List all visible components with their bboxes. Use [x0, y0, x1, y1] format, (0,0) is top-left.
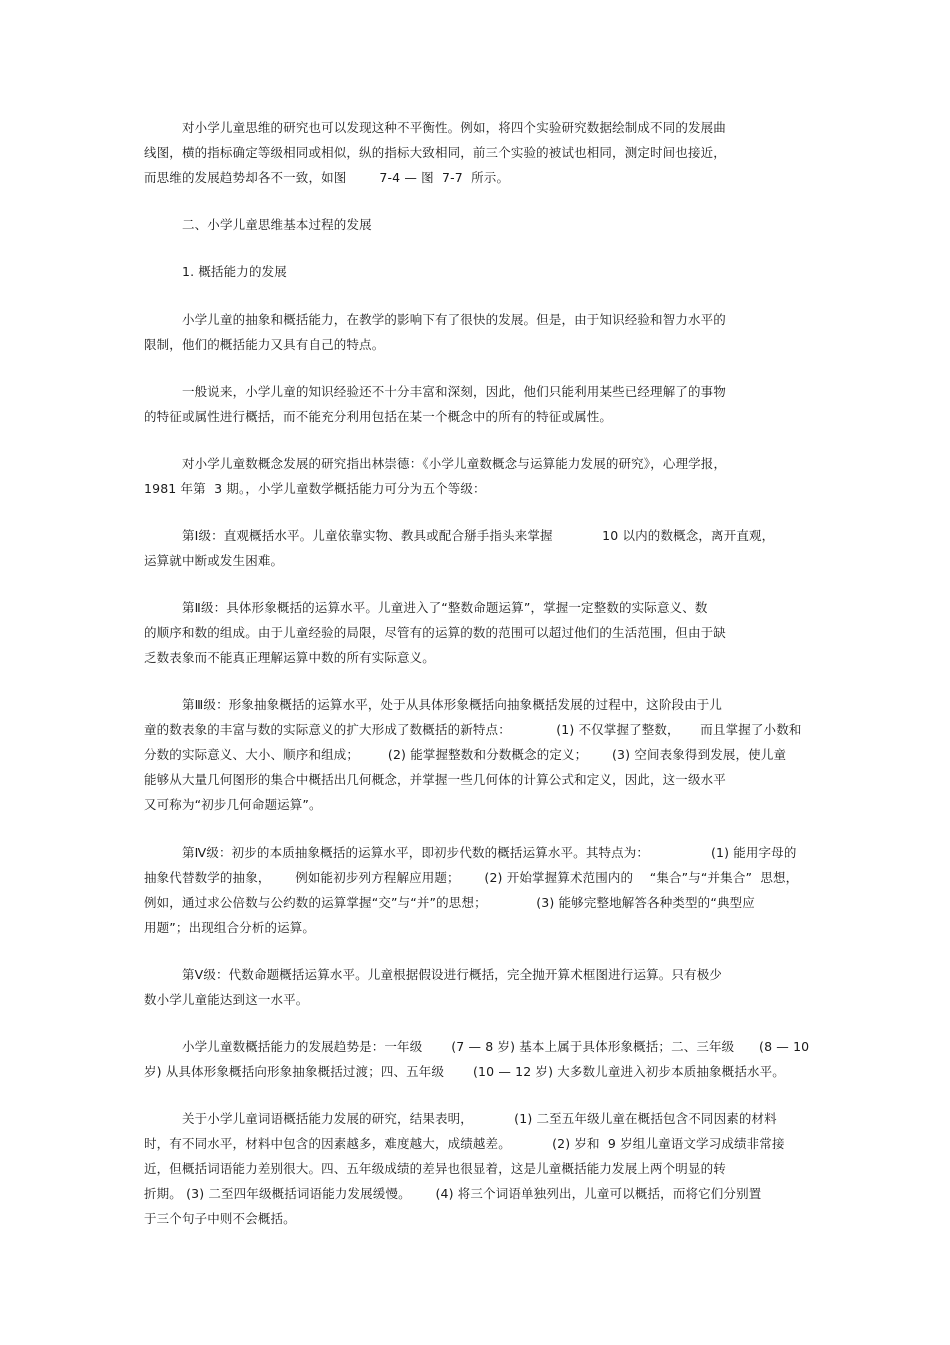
- paragraph-line: 线图，横的指标确定等级相同或相似，纵的指标大致相同，前三个实验的被试也相同，测定时间也接近，: [144, 145, 726, 160]
- level-3-line: 能够从大量几何图形的集合中概括出几何概念，并掌握一些几何体的计算公式和定义，因此，这一级水平: [144, 772, 726, 787]
- paragraph-line: 岁) 从具体形象概括向形象抽象概括过渡；四、五年级 (10 — 12 岁) 大多数儿童进入初步本质抽象概括水平。: [144, 1064, 785, 1079]
- paragraph-line: 的特征或属性进行概括，而不能充分利用包括在某一个概念中的所有的特征或属性。: [144, 409, 613, 424]
- paragraph-line: 对小学儿童数概念发展的研究指出林崇德：《小学儿童数概念与运算能力发展的研究》，心理学报，: [182, 456, 727, 471]
- level-2-line: 第Ⅱ级：具体形象概括的运算水平。儿童进入了“整数命题运算”，掌握一定整数的实际意义、数: [182, 600, 708, 615]
- paragraph-line: 小学儿童的抽象和概括能力，在教学的影响下有了很快的发展。但是，由于知识经验和智力水平的: [182, 312, 726, 327]
- level-3-line: 又可称为“初步几何命题运算”。: [144, 797, 322, 812]
- level-3-line: 第Ⅲ级：形象抽象概括的运算水平，处于从具体形象概括向抽象概括发展的过程中，这阶段由于儿: [182, 697, 723, 712]
- level-3-line: 分数的实际意义、大小、顺序和组成； (2) 能掌握整数和分数概念的定义； (3) 空间表象得到发展，使儿童: [144, 747, 787, 762]
- paragraph-line: 时，有不同水平，材料中包含的因素越多，难度越大，成绩越差。 (2) 岁和 9 岁组儿童语文学习成绩非常接: [144, 1136, 785, 1151]
- paragraph-line: 限制，他们的概括能力又具有自己的特点。: [144, 337, 385, 352]
- paragraph-line: 近，但概括词语能力差别很大。四、五年级成绩的差异也很显着，这是儿童概括能力发展上两个明显的转: [144, 1161, 726, 1176]
- level-4-line: 抽象代替数学的抽象， 例如能初步列方程解应用题； (2) 开始掌握算术范围内的 “集合”与“并集合” 思想，: [144, 870, 799, 885]
- level-2-line: 的顺序和数的组成。由于儿童经验的局限，尽管有的运算的数的范围可以超过他们的生活范围，但由于缺: [144, 625, 726, 640]
- section-heading: 二、小学儿童思维基本过程的发展: [182, 217, 372, 232]
- level-1-line: 运算就中断或发生困难。: [144, 553, 284, 568]
- paragraph-line: 一般说来，小学儿童的知识经验还不十分丰富和深刻，因此，他们只能利用某些已经理解了的事物: [182, 384, 726, 399]
- paragraph-line: 于三个句子中则不会概括。: [144, 1211, 296, 1226]
- level-4-line: 用题”；出现组合分析的运算。: [144, 920, 316, 935]
- level-4-line: 例如，通过求公倍数与公约数的运算掌握“交”与“并”的思想； (3) 能够完整地解答各种类型的“典型应: [144, 895, 755, 910]
- paragraph-line: 对小学儿童思维的研究也可以发现这种不平衡性。例如，将四个实验研究数据绘制成不同的发展曲: [182, 120, 726, 135]
- level-5-line: 数小学儿童能达到这一水平。: [144, 992, 309, 1007]
- level-5-line: 第Ⅴ级：代数命题概括运算水平。儿童根据假设进行概括，完全抛开算术框图进行运算。只有极少: [182, 967, 723, 982]
- paragraph-line: 小学儿童数概括能力的发展趋势是：一年级 (7 — 8 岁) 基本上属于具体形象概括；二、三年级 (8 — 10: [182, 1039, 810, 1054]
- paragraph-line: 关于小学儿童词语概括能力发展的研究，结果表明， (1) 二至五年级儿童在概括包含不同因素的材料: [182, 1111, 777, 1126]
- paragraph-line: 而思维的发展趋势却各不一致，如图 7-4 — 图 7-7 所示。: [144, 170, 510, 185]
- paragraph-line: 折期。 (3) 二至四年级概括词语能力发展缓慢。 (4) 将三个词语单独列出，儿童可以概括，而将它们分别置: [144, 1186, 762, 1201]
- paragraph-line: 1981 年第 3 期。，小学儿童数学概括能力可分为五个等级：: [144, 481, 486, 496]
- level-2-line: 乏数表象而不能真正理解运算中数的所有实际意义。: [144, 650, 435, 665]
- level-3-line: 童的数表象的丰富与数的实际意义的扩大形成了数概括的新特点： (1) 不仅掌握了整数， 而且掌握了小数和: [144, 722, 802, 737]
- level-4-line: 第Ⅳ级：初步的本质抽象概括的运算水平，即初步代数的概括运算水平。其特点为： (1) 能用字母的: [182, 845, 797, 860]
- level-1-line: 第Ⅰ级：直观概括水平。儿童依靠实物、教具或配合掰手指头来掌握 10 以内的数概念，离开直观，: [182, 528, 775, 543]
- subsection-heading: 1. 概括能力的发展: [182, 264, 287, 279]
